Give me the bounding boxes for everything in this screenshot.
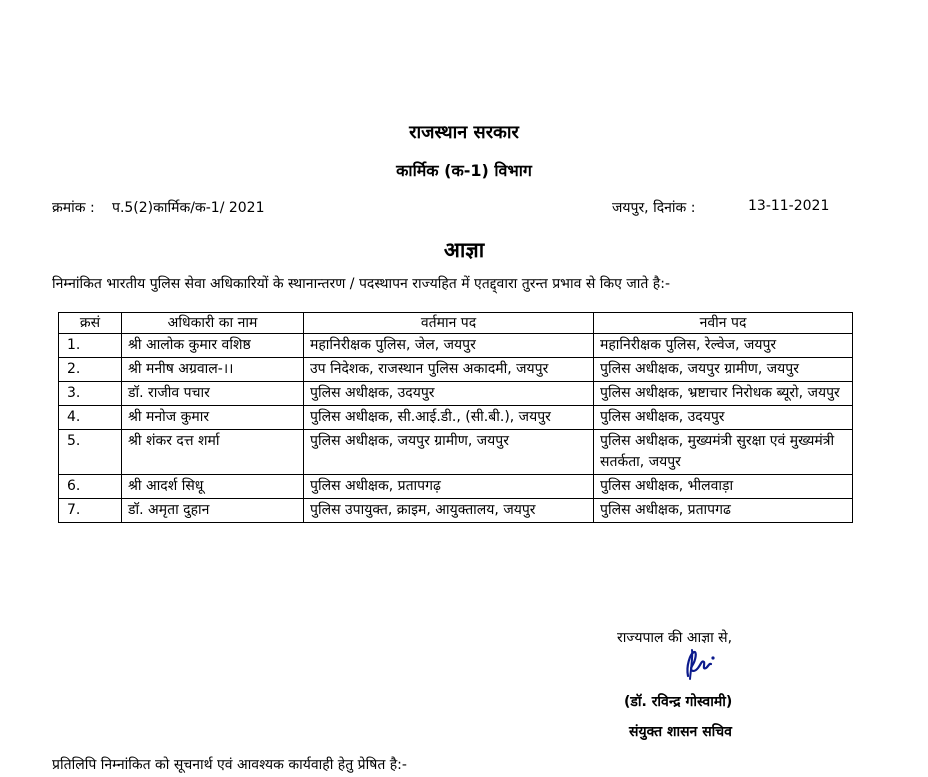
table-row bbox=[59, 499, 853, 523]
table-row bbox=[59, 430, 853, 475]
cell-current-post: पुलिस अधीक्षक, सी.आई.डी., (सी.बी.), जयपुर bbox=[304, 406, 594, 430]
cell-current-post: महानिरीक्षक पुलिस, जेल, जयपुर bbox=[304, 334, 594, 358]
cell-officer-name: श्री शंकर दत्त शर्मा bbox=[122, 430, 304, 475]
column-header-sno: क्रसं bbox=[59, 313, 122, 334]
department-heading: कार्मिक (क-1) विभाग bbox=[396, 161, 532, 180]
table-row bbox=[59, 406, 853, 430]
cell-officer-name: श्री आदर्श सिधू bbox=[122, 475, 304, 499]
cell-new-post: पुलिस अधीक्षक, भीलवाड़ा bbox=[594, 475, 853, 499]
table-header-row bbox=[59, 313, 853, 334]
cell-sno: 6. bbox=[59, 475, 122, 499]
cell-current-post: उप निदेशक, राजस्थान पुलिस अकादमी, जयपुर bbox=[304, 358, 594, 382]
reference-label: क्रमांक : bbox=[52, 200, 95, 216]
governor-order-line: राज्यपाल की आज्ञा से, bbox=[617, 630, 733, 646]
cell-officer-name: श्री मनोज कुमार bbox=[122, 406, 304, 430]
cell-current-post: पुलिस अधीक्षक, जयपुर ग्रामीण, जयपुर bbox=[304, 430, 594, 475]
cell-new-post: पुलिस अधीक्षक, मुख्यमंत्री सुरक्षा एवं मुख्यमंत्री सतर्कता, जयपुर bbox=[594, 430, 853, 475]
signature-image bbox=[680, 646, 720, 688]
signer-designation: संयुक्त शासन सचिव bbox=[629, 724, 732, 740]
signer-name: (डॉ. रविन्द्र गोस्वामी) bbox=[624, 694, 733, 710]
column-header-current-post: वर्तमान पद bbox=[304, 313, 594, 334]
copy-to-line: प्रतिलिपि निम्नांकित को सूचनार्थ एवं आवश्यक कार्यवाही हेतु प्रेषित है:- bbox=[52, 757, 407, 773]
cell-officer-name: श्री मनीष अग्रवाल-।। bbox=[122, 358, 304, 382]
transfer-table bbox=[58, 312, 853, 523]
cell-sno: 4. bbox=[59, 406, 122, 430]
column-header-new-post: नवीन पद bbox=[594, 313, 853, 334]
cell-sno: 2. bbox=[59, 358, 122, 382]
cell-new-post: महानिरीक्षक पुलिस, रेल्वेज, जयपुर bbox=[594, 334, 853, 358]
cell-sno: 5. bbox=[59, 430, 122, 475]
cell-current-post: पुलिस उपायुक्त, क्राइम, आयुक्तालय, जयपुर bbox=[304, 499, 594, 523]
cell-new-post: पुलिस अधीक्षक, जयपुर ग्रामीण, जयपुर bbox=[594, 358, 853, 382]
table-row bbox=[59, 475, 853, 499]
order-date: 13-11-2021 bbox=[748, 198, 830, 214]
cell-new-post: पुलिस अधीक्षक, उदयपुर bbox=[594, 406, 853, 430]
cell-sno: 7. bbox=[59, 499, 122, 523]
cell-sno: 3. bbox=[59, 382, 122, 406]
cell-officer-name: श्री आलोक कुमार वशिष्ठ bbox=[122, 334, 304, 358]
place-date-label: जयपुर, दिनांक : bbox=[612, 200, 696, 216]
reference-number: प.5(2)कार्मिक/क-1/ 2021 bbox=[112, 200, 265, 216]
table-row bbox=[59, 334, 853, 358]
cell-current-post: पुलिस अधीक्षक, प्रतापगढ़ bbox=[304, 475, 594, 499]
order-title: आज्ञा bbox=[443, 238, 485, 262]
table-row bbox=[59, 382, 853, 406]
cell-new-post: पुलिस अधीक्षक, भ्रष्टाचार निरोधक ब्यूरो, जयपुर bbox=[594, 382, 853, 406]
cell-new-post: पुलिस अधीक्षक, प्रतापगढ bbox=[594, 499, 853, 523]
table-row bbox=[59, 358, 853, 382]
cell-officer-name: डॉ. राजीव पचार bbox=[122, 382, 304, 406]
cell-current-post: पुलिस अधीक्षक, उदयपुर bbox=[304, 382, 594, 406]
intro-paragraph: निम्नांकित भारतीय पुलिस सेवा अधिकारियों के स्थानान्तरण / पदस्थापन राज्यहित में एतद्द्वारा तुरन्त प्रभाव से किए जाते है:- bbox=[52, 276, 670, 292]
cell-officer-name: डॉ. अमृता दुहान bbox=[122, 499, 304, 523]
government-heading: राजस्थान सरकार bbox=[409, 122, 519, 143]
column-header-name: अधिकारी का नाम bbox=[122, 313, 304, 334]
cell-sno: 1. bbox=[59, 334, 122, 358]
